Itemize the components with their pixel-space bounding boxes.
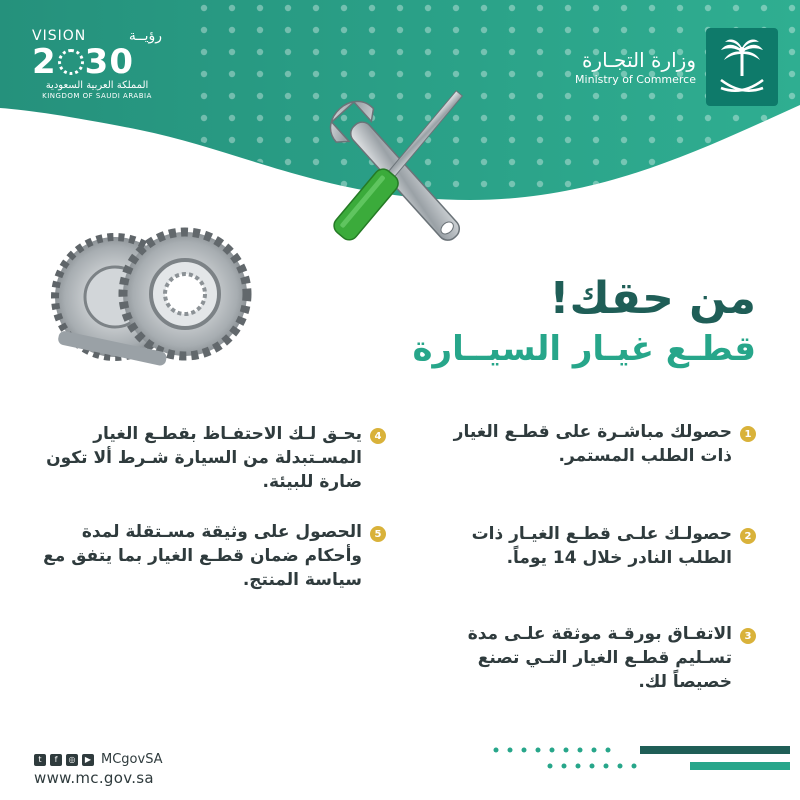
vision-year [32,44,162,80]
footer [34,752,163,787]
item-text: يحـق لـك الاحتفـاظ بقطـع الغيار المسـتبدلة من السيارة شـرط ألا تكون ضارة للبيئة. [46,424,362,492]
item-text: حصولك مباشـرة على قطـع الغيار ذات الطلب المستمر. [453,422,732,466]
number-badge: 3 [740,628,756,644]
social-handle[interactable]: MCgovSA [101,752,163,767]
social-links [34,752,163,767]
page-subtitle: قطـع غيـار السيــارة [412,329,756,369]
vision-2030-logo [32,28,162,100]
page-title: من حقك! [549,273,756,324]
list-item [26,520,386,592]
vision-year-left: 2 [32,42,57,82]
ministry-name-ar: وزارة التجـارة [581,48,696,72]
vision-country-en: KINGDOM OF SAUDI ARABIA [42,92,152,100]
list-item [426,522,756,570]
instagram-icon[interactable]: ◎ [66,754,78,766]
vision-country-ar: المملكة العربية السعودية [45,80,149,91]
ministry-name-en: Ministry of Commerce [575,73,696,86]
wrench-icon [300,70,490,270]
number-badge: 1 [740,426,756,442]
palm-swords-emblem-icon [706,28,778,106]
vision-o-icon [58,49,84,75]
twitter-icon[interactable]: t [34,754,46,766]
gear-icon [40,222,260,372]
title-block [412,272,756,372]
list-item [426,420,756,468]
list-item [26,422,386,494]
footer-dots-decoration [490,742,790,782]
car-gears-illustration [40,222,260,376]
vision-label-ar: رؤيــة [128,28,162,44]
item-text: حصولـك علـى قطـع الغيـار ذات الطلب النادر خلال 14 يوماً. [471,524,732,568]
item-text: الاتفـاق بورقـة موثقة علـى مدة تسـليم قطـع الغيار التـي تصنع خصيصاً لك. [467,624,732,692]
vision-year-right: 30 [84,42,134,82]
number-badge: 5 [370,526,386,542]
youtube-icon[interactable]: ▶ [82,754,94,766]
item-text: الحصول على وثيقة مسـتقلة لمدة وأحكام ضمان قطـع الغيار بما يتفق مع سياسة المنتج. [43,522,362,590]
list-item [426,622,756,694]
wrench-screwdriver-illustration [300,70,490,274]
ministry-logo [575,28,778,106]
website-link[interactable]: www.mc.gov.sa [34,769,154,787]
facebook-icon[interactable]: f [50,754,62,766]
vision-label-en: VISION [32,28,87,44]
number-badge: 4 [370,428,386,444]
number-badge: 2 [740,528,756,544]
